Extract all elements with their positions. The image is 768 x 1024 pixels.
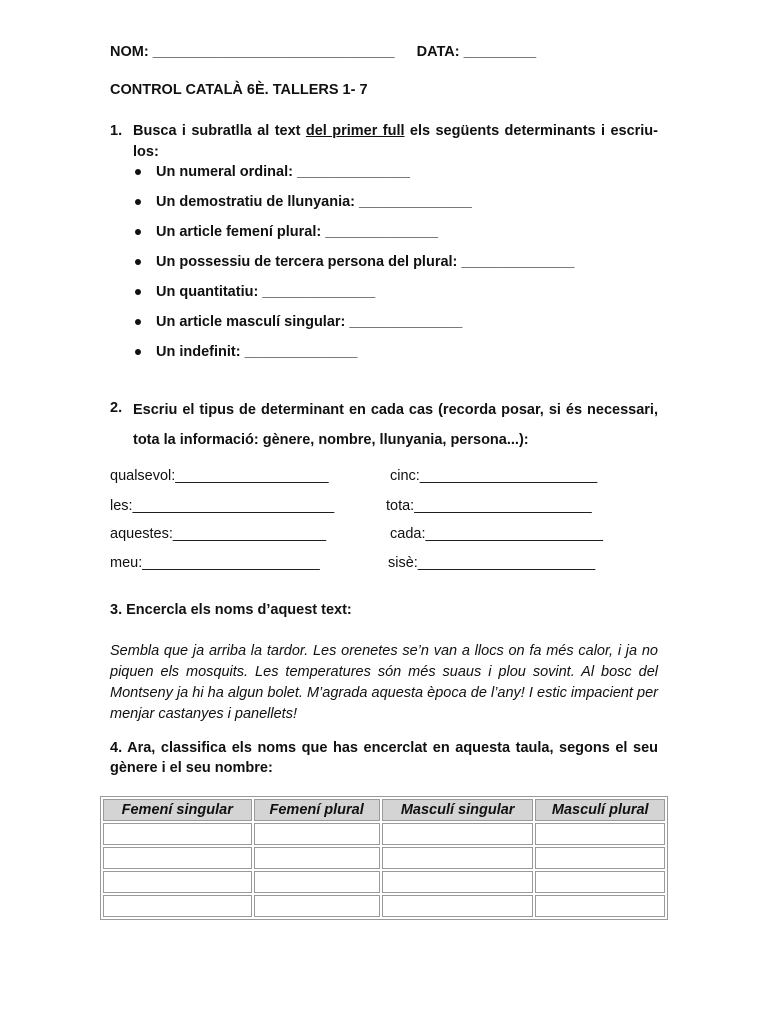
question-2 [110,400,658,450]
list-item: Un possessiu de tercera persona del plural: ______________ [133,253,574,283]
bullet-icon [135,229,141,235]
table-row [103,871,665,893]
table-cell[interactable] [535,823,665,845]
question-3-heading: 3. Encercla els noms d’aquest text: [110,602,352,618]
bullet-icon [135,349,141,355]
page-title: CONTROL CATALÀ 6È. TALLERS 1- 7 [110,82,368,98]
list-item: Un numeral ordinal: ______________ [133,163,574,193]
column-header: Femení singular [103,799,252,821]
nom-blank: ______________________________ [152,44,395,60]
table-row [103,847,665,869]
data-blank: _________ [463,44,537,60]
table-cell[interactable] [254,823,380,845]
list-item: Un quantitatiu: ______________ [133,283,574,313]
table-cell[interactable] [535,871,665,893]
header-row [110,44,536,60]
question-3-paragraph: Sembla que ja arriba la tardor. Les orenetes se’n van a llocs on fa més calor, i ja no piquen els mosquits. Les temperatures són més suaus i plou sovint. Al bosc del Montseny ja hi ha algun bolet. M’agrada aquesta època de l’any! I estic impacient per menjar castanyes i panellets! [110,643,658,722]
table-cell[interactable] [103,847,252,869]
list-item: Un article femení plural: ______________ [133,223,574,253]
question-4-heading: 4. Ara, classifica els noms que has encerclat en aquesta taula, segons el seu gènere i el seu nombre: [110,740,658,776]
fill-item-sise: sisè:______________________ [388,555,596,571]
table-cell[interactable] [535,895,665,917]
table-cell[interactable] [254,847,380,869]
table-cell[interactable] [254,871,380,893]
column-header: Masculí singular [382,799,534,821]
fill-item-tota: tota:______________________ [386,498,592,514]
nom-label: NOM: [110,44,153,60]
question-1-number: 1. [110,123,123,139]
list-item: Un demostratiu de llunyania: ______________ [133,193,574,223]
bullet-icon [135,289,141,295]
table-cell[interactable] [382,847,534,869]
table-cell[interactable] [382,823,534,845]
table-cell[interactable] [103,895,252,917]
fill-item-cinc: cinc:______________________ [390,468,598,484]
classification-table [100,796,668,920]
data-label: DATA: [416,44,464,60]
list-item: Un indefinit: ______________ [133,343,574,373]
bullet-icon [135,199,141,205]
table-header-row [103,799,665,821]
table-cell[interactable] [103,823,252,845]
table-cell[interactable] [103,871,252,893]
bullet-icon [135,259,141,265]
column-header: Femení plural [254,799,380,821]
bullet-icon [135,169,141,175]
fill-item-qualsevol: qualsevol:___________________ [110,468,329,484]
table-row [103,895,665,917]
fill-item-les: les:_________________________ [110,498,335,514]
bullet-icon [135,319,141,325]
question-2-line-2: tota la informació: gènere, nombre, llunyania, persona...): [133,432,529,448]
underlined-phrase: del primer full [305,123,405,139]
question-2-line-1: Escriu el tipus de determinant en cada cas (recorda posar, si és necessari, [133,402,658,418]
fill-item-meu: meu:______________________ [110,555,320,571]
table-cell[interactable] [535,847,665,869]
table-cell[interactable] [254,895,380,917]
question-1-text: Busca i subratlla al text del primer full els següents determinants i escriu-los: [133,123,658,160]
fill-item-cada: cada:______________________ [390,526,603,542]
list-item: Un article masculí singular: ______________ [133,313,574,343]
table-cell[interactable] [382,871,534,893]
fill-item-aquestes: aquestes:___________________ [110,526,327,542]
table-row [103,823,665,845]
column-header: Masculí plural [535,799,665,821]
table-cell[interactable] [382,895,534,917]
question-1-bullet-list [133,163,574,373]
question-2-number: 2. [110,400,123,416]
question-1 [110,121,658,163]
